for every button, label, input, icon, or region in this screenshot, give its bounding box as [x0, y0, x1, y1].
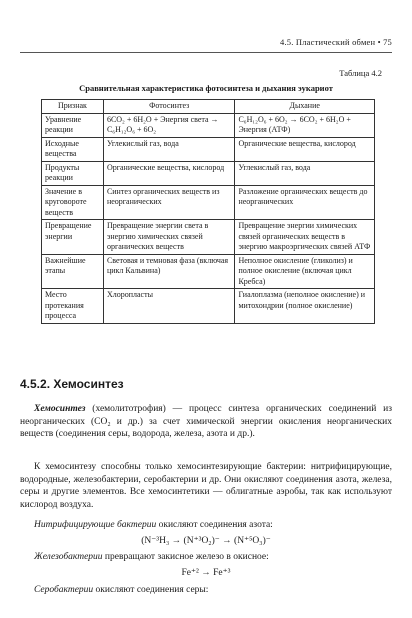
table-cell: Превращение энергии света в энергию химических связей органических веществ [103, 220, 235, 255]
table-row [42, 289, 375, 324]
table-cell: Синтез органических веществ из неорганических [103, 185, 235, 220]
paragraph-definition [20, 403, 392, 441]
table-cell: Значение в круговороте веществ [42, 185, 104, 220]
table-cell: Продукты реакции [42, 161, 104, 185]
section-heading: 4.5.2. Хемосинтез [20, 377, 124, 391]
table-title: Сравнительная характеристика фотосинтеза и дыхания эукариот [79, 83, 333, 93]
header-rule [20, 52, 392, 53]
paragraph-text: окисляют соединения серы: [93, 585, 209, 595]
table-cell: Разложение органических веществ до неорганических [235, 185, 375, 220]
formula-iron: Fe⁺² → Fe⁺³ [181, 568, 231, 578]
table-row [42, 161, 375, 185]
table-row [42, 220, 375, 255]
comparison-table [41, 99, 375, 324]
term-iron-bacteria: Железобактерии [34, 552, 103, 562]
table-cell: 6CO₂ + 6H₂O + Энергия света → C₆H₁₂O₆ + 6O₂ [103, 113, 235, 137]
table-cell: Неполное окисление (гликолиз) и полное окисление (включая цикл Кребса) [235, 254, 375, 289]
table-cell: Гиалоплазма (неполное окисление) и митохондрии (полное окисление) [235, 289, 375, 324]
table-cell: Углекислый газ, вода [103, 137, 235, 161]
formula-nitrogen: (N⁻³H₃ → (N⁺³O₂)⁻ → (N⁺⁵O₃)⁻ [141, 536, 271, 546]
table-cell: Важнейшие этапы [42, 254, 104, 289]
term-chemosynthesis: Хемосинтез [34, 404, 86, 414]
table-cell: Превращение энергии химических связей органических веществ в энергию макроэргических связей АТФ [235, 220, 375, 255]
running-head: 4.5. Пластический обмен • 75 [280, 37, 392, 47]
paragraph-sulfur [20, 584, 392, 597]
table-cell: Исходные вещества [42, 137, 104, 161]
term-sulfur-bacteria: Серобактерии [34, 585, 94, 595]
header-cell: Дыхание [235, 100, 375, 114]
table-row [42, 185, 375, 220]
paragraph-text: окисляют соединения азота: [156, 520, 273, 530]
paragraph-nitrifying [20, 519, 392, 532]
table-cell: Уравнение реакции [42, 113, 104, 137]
table-cell: Световая и темновая фаза (включая цикл Кальвина) [103, 254, 235, 289]
paragraph-bacteria: К хемосинтезу способны только хемосинтезирующие бактерии: нитрифицирующие, водородные, железобактерии, серобактерии и др. Они окисляют соединения азота, железа, серы и другие элементов. Все хемосинтетики — облигатные аэробы, так как используют кислород воздуха. [20, 462, 392, 510]
table-cell: Место протекания процесса [42, 289, 104, 324]
table-cell: Органические вещества, кислород [103, 161, 235, 185]
header-cell: Признак [42, 100, 104, 114]
table-header-row [42, 100, 375, 114]
table-number: Таблица 4.2 [339, 68, 382, 78]
table-cell: Углекислый газ, вода [235, 161, 375, 185]
paragraph-text: (хемолитотрофия) — процесс синтеза органических соединений из неорганических (CO₂ и др.) за счет химической энергии окисления неорганических веществ (соединения серы, водорода, железа, азота и др.). [20, 404, 392, 440]
paragraph-text: превращают закисное железо в окисное: [102, 552, 269, 562]
term-nitrifying: Нитрифицирующие бактерии [34, 520, 157, 530]
table-cell: Превращение энергии [42, 220, 104, 255]
paragraph-iron [20, 551, 392, 564]
table-cell: Хлоропласты [103, 289, 235, 324]
table-cell: C₆H₁₂O₆ + 6O₂ → 6CO₂ + 6H₂O + Энергия (АТФ) [235, 113, 375, 137]
header-cell: Фотосинтез [103, 100, 235, 114]
table-cell: Органические вещества, кислород [235, 137, 375, 161]
table-row [42, 113, 375, 137]
table-row [42, 137, 375, 161]
table-row [42, 254, 375, 289]
